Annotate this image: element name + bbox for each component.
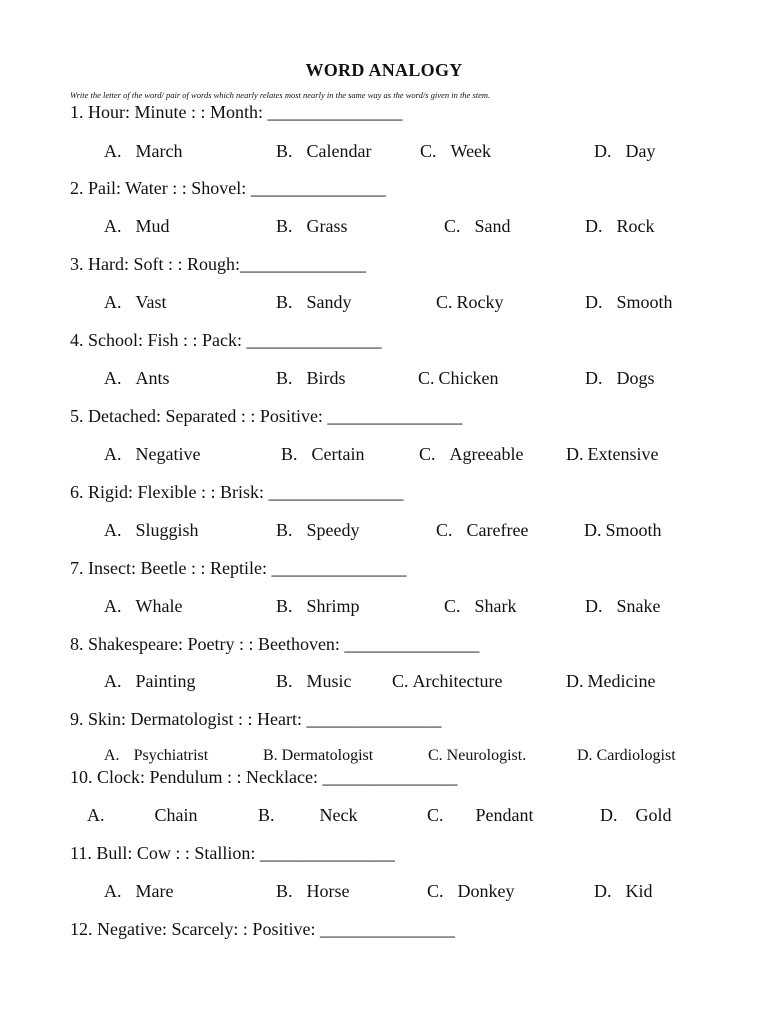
answer-option[interactable]	[87, 805, 198, 826]
answer-option[interactable]	[276, 596, 360, 617]
option-text: Whale	[135, 596, 183, 616]
option-text: Rocky	[456, 292, 504, 312]
option-letter: C.	[420, 141, 437, 161]
answer-option[interactable]	[594, 141, 656, 162]
answer-option[interactable]	[258, 805, 358, 826]
option-text: Vast	[135, 292, 167, 312]
option-letter: B.	[276, 520, 293, 540]
answer-option[interactable]	[392, 671, 502, 692]
option-text: Dogs	[616, 368, 655, 388]
option-text: Architecture	[412, 671, 503, 691]
option-text: Snake	[616, 596, 661, 616]
answer-option[interactable]	[427, 805, 534, 826]
option-text: Extensive	[587, 444, 659, 464]
answer-option[interactable]	[584, 520, 662, 541]
answer-option[interactable]	[263, 747, 373, 765]
option-text: Painting	[135, 671, 196, 691]
answer-option[interactable]	[104, 292, 167, 313]
option-text: Neck	[319, 805, 358, 825]
answer-option[interactable]	[585, 292, 673, 313]
answer-option[interactable]	[436, 520, 528, 541]
answer-option[interactable]	[444, 216, 511, 237]
option-text: Week	[450, 141, 492, 161]
instructions: Write the letter of the word/ pair of words which nearly relates most nearly in the same way as the word/s given in the stem.	[70, 90, 491, 100]
answer-option[interactable]	[418, 368, 499, 389]
answer-option[interactable]	[276, 520, 360, 541]
answer-option[interactable]	[276, 292, 352, 313]
option-letter: C.	[419, 444, 436, 464]
option-letter: C.	[436, 292, 453, 312]
answer-option[interactable]	[104, 881, 173, 902]
answer-option[interactable]	[104, 596, 182, 617]
answer-option[interactable]	[436, 292, 504, 313]
answer-option[interactable]	[104, 671, 196, 692]
option-text: Rock	[616, 216, 655, 236]
question-stem: 1. Hour: Minute : : Month: _______________	[70, 102, 403, 122]
answer-option[interactable]	[276, 671, 352, 692]
answer-option[interactable]	[104, 216, 170, 237]
answer-option[interactable]	[104, 444, 200, 465]
question-stem: 6. Rigid: Flexible : : Brisk: _______________	[70, 482, 404, 502]
option-text: Agreeable	[449, 444, 524, 464]
option-text: Certain	[311, 444, 365, 464]
option-letter: B.	[276, 881, 293, 901]
option-letter: B.	[276, 216, 293, 236]
option-letter: A.	[87, 805, 105, 825]
option-letter: A.	[104, 216, 122, 236]
option-letter: D.	[566, 671, 584, 691]
option-letter: C.	[392, 671, 409, 691]
option-letter: C.	[436, 520, 453, 540]
option-letter: D.	[584, 520, 602, 540]
option-text: Sand	[474, 216, 511, 236]
option-letter: C.	[428, 747, 443, 764]
answer-option[interactable]	[427, 881, 515, 902]
option-text: Carefree	[466, 520, 529, 540]
answer-option[interactable]	[104, 368, 170, 389]
option-letter: B.	[276, 596, 293, 616]
option-text: Ants	[135, 368, 170, 388]
answer-option[interactable]	[276, 141, 371, 162]
answer-option[interactable]	[419, 444, 523, 465]
option-letter: B.	[263, 747, 278, 764]
option-letter: D.	[594, 881, 612, 901]
option-letter: D.	[566, 444, 584, 464]
option-letter: D.	[585, 368, 603, 388]
answer-option[interactable]	[104, 747, 208, 765]
answer-option[interactable]	[276, 881, 350, 902]
option-letter: B.	[276, 141, 293, 161]
answer-option[interactable]	[104, 520, 199, 541]
option-text: Psychiatrist	[133, 747, 209, 764]
question-stem: 4. School: Fish : : Pack: _______________	[70, 330, 382, 350]
option-text: Chain	[154, 805, 198, 825]
option-letter: C.	[444, 596, 461, 616]
option-letter: B.	[258, 805, 275, 825]
answer-option[interactable]	[577, 747, 676, 765]
option-letter: A.	[104, 444, 122, 464]
question-stem: 12. Negative: Scarcely: : Positive: _______________	[70, 919, 455, 939]
option-text: March	[135, 141, 183, 161]
option-text: Music	[306, 671, 352, 691]
answer-option[interactable]	[585, 216, 655, 237]
option-text: Gold	[635, 805, 672, 825]
question-stem: 10. Clock: Pendulum : : Necklace: _______________	[70, 767, 458, 787]
option-text: Smooth	[616, 292, 673, 312]
option-letter: D.	[585, 292, 603, 312]
option-letter: A.	[104, 881, 122, 901]
option-letter: A.	[104, 747, 120, 764]
option-text: Neurologist.	[446, 747, 527, 764]
answer-option[interactable]	[566, 671, 655, 692]
question-stem: 2. Pail: Water : : Shovel: _______________	[70, 178, 386, 198]
answer-option[interactable]	[444, 596, 517, 617]
option-letter: D.	[585, 596, 603, 616]
answer-option[interactable]	[566, 444, 658, 465]
option-text: Sandy	[306, 292, 352, 312]
question-stem: 8. Shakespeare: Poetry : : Beethoven: _______________	[70, 634, 480, 654]
option-letter: B.	[281, 444, 298, 464]
option-letter: A.	[104, 596, 122, 616]
question-stem: 5. Detached: Separated : : Positive: _______________	[70, 406, 463, 426]
option-letter: A.	[104, 520, 122, 540]
answer-option[interactable]	[428, 747, 526, 765]
option-text: Mud	[135, 216, 170, 236]
option-text: Smooth	[605, 520, 662, 540]
option-text: Birds	[306, 368, 346, 388]
option-letter: A.	[104, 292, 122, 312]
question-stem: 11. Bull: Cow : : Stallion: _______________	[70, 843, 395, 863]
answer-option[interactable]	[594, 881, 653, 902]
option-letter: A.	[104, 368, 122, 388]
option-letter: C.	[444, 216, 461, 236]
option-text: Cardiologist	[596, 747, 676, 764]
option-letter: D.	[577, 747, 593, 764]
option-letter: A.	[104, 671, 122, 691]
option-text: Negative	[135, 444, 201, 464]
option-letter: B.	[276, 671, 293, 691]
option-letter: D.	[585, 216, 603, 236]
option-text: Kid	[625, 881, 653, 901]
answer-option[interactable]	[281, 444, 365, 465]
option-text: Pendant	[475, 805, 534, 825]
option-letter: C.	[427, 805, 444, 825]
option-letter: B.	[276, 292, 293, 312]
option-letter: A.	[104, 141, 122, 161]
option-text: Speedy	[306, 520, 360, 540]
option-text: Chicken	[438, 368, 499, 388]
option-letter: C.	[418, 368, 435, 388]
question-stem: 7. Insect: Beetle : : Reptile: _______________	[70, 558, 407, 578]
option-text: Day	[625, 141, 656, 161]
option-letter: B.	[276, 368, 293, 388]
option-text: Mare	[135, 881, 174, 901]
answer-option[interactable]	[585, 368, 655, 389]
option-text: Calendar	[306, 141, 372, 161]
option-text: Medicine	[587, 671, 656, 691]
option-text: Shark	[474, 596, 517, 616]
answer-option[interactable]	[420, 141, 491, 162]
answer-option[interactable]	[276, 216, 348, 237]
option-text: Donkey	[457, 881, 515, 901]
question-stem: 9. Skin: Dermatologist : : Heart: _______________	[70, 709, 442, 729]
option-text: Grass	[306, 216, 348, 236]
option-letter: D.	[600, 805, 618, 825]
option-text: Horse	[306, 881, 350, 901]
option-letter: D.	[594, 141, 612, 161]
option-letter: C.	[427, 881, 444, 901]
option-text: Shrimp	[306, 596, 360, 616]
answer-option[interactable]	[276, 368, 346, 389]
option-text: Sluggish	[135, 520, 199, 540]
question-stem: 3. Hard: Soft : : Rough:______________	[70, 254, 366, 274]
answer-option[interactable]	[585, 596, 661, 617]
page-title: WORD ANALOGY	[305, 60, 463, 80]
option-text: Dermatologist	[281, 747, 374, 764]
answer-option[interactable]	[600, 805, 672, 826]
answer-option[interactable]	[104, 141, 182, 162]
